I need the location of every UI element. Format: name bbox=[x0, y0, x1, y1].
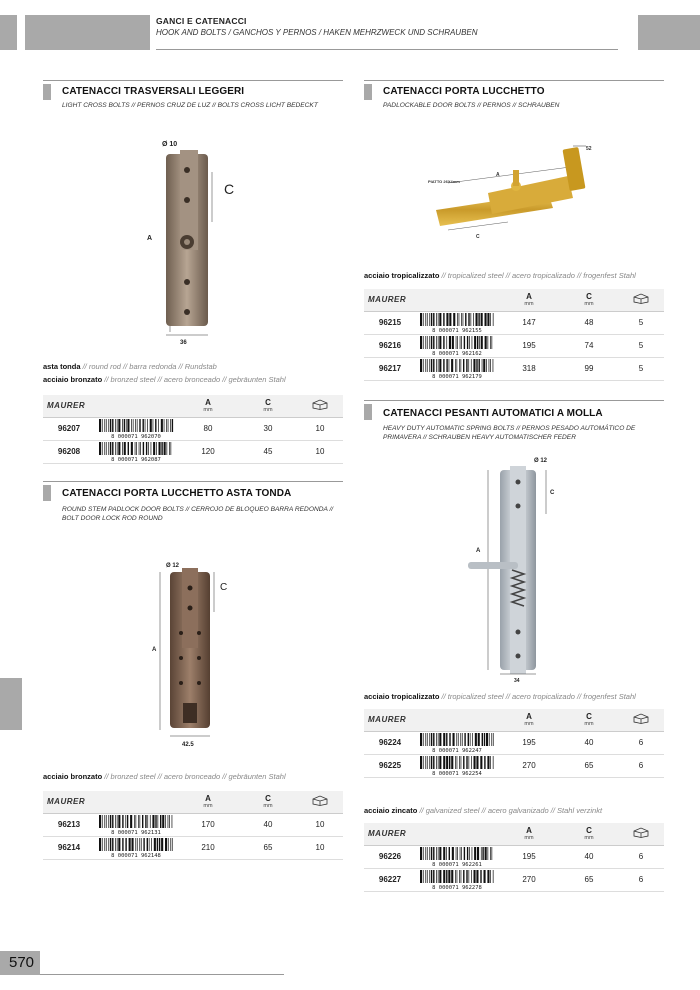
section-rule bbox=[364, 400, 664, 401]
dim-a-value: 318 bbox=[498, 357, 560, 380]
svg-text:C: C bbox=[550, 490, 555, 496]
product-table bbox=[364, 709, 664, 778]
material-line: asta tonda // round rod // barra redonda // Rundstab bbox=[43, 362, 217, 371]
material-line: acciaio zincato // galvanized steel // acero galvanizado // Stahl verzinkt bbox=[364, 806, 603, 815]
table-row bbox=[364, 731, 664, 754]
dim-c-value: 45 bbox=[239, 440, 297, 463]
col-c-header: C bbox=[265, 398, 271, 408]
pack-qty: 5 bbox=[618, 357, 664, 380]
side-tab bbox=[0, 678, 22, 730]
col-a-header: A bbox=[526, 712, 532, 722]
pack-qty: 6 bbox=[618, 845, 664, 868]
padlockable-bolt-image bbox=[428, 138, 608, 248]
unit-label: mm bbox=[524, 721, 534, 728]
pack-qty: 10 bbox=[297, 813, 343, 836]
col-a-header: A bbox=[526, 292, 532, 302]
dim-a-value: 170 bbox=[177, 813, 239, 836]
dim-c-value: 99 bbox=[560, 357, 618, 380]
table-row bbox=[364, 334, 664, 357]
ean-number: 8 000071 962261 bbox=[432, 861, 482, 868]
product-code: 96213 bbox=[43, 813, 95, 836]
box-quantity-icon bbox=[633, 827, 649, 838]
table-row bbox=[364, 868, 664, 891]
table-header-row bbox=[43, 395, 343, 417]
section-marker bbox=[43, 485, 51, 501]
header-title: GANCI E CATENACCI bbox=[156, 16, 247, 26]
section-title: CATENACCI PORTA LUCCHETTO bbox=[383, 86, 545, 97]
ean-number: 8 000071 962131 bbox=[111, 829, 161, 836]
dim-c-value: 65 bbox=[239, 836, 297, 859]
unit-label: mm bbox=[203, 803, 213, 810]
col-a-header: A bbox=[205, 398, 211, 408]
dim-c-value: 48 bbox=[560, 311, 618, 334]
table-row bbox=[364, 311, 664, 334]
table-row bbox=[43, 836, 343, 859]
pack-qty: 10 bbox=[297, 836, 343, 859]
section-marker bbox=[364, 84, 372, 100]
product-code: 96227 bbox=[364, 868, 416, 891]
unit-label: mm bbox=[263, 803, 273, 810]
ean-number: 8 000071 962278 bbox=[432, 884, 482, 891]
svg-text:C: C bbox=[476, 234, 480, 240]
svg-text:36: 36 bbox=[180, 340, 187, 346]
dim-a-value: 80 bbox=[177, 417, 239, 440]
col-c-header: C bbox=[265, 794, 271, 804]
table-row bbox=[43, 813, 343, 836]
ean-number: 8 000071 962247 bbox=[432, 747, 482, 754]
dim-a-value: 270 bbox=[498, 754, 560, 777]
dim-c-value: 40 bbox=[239, 813, 297, 836]
col-a-header: A bbox=[205, 794, 211, 804]
box-quantity-icon bbox=[633, 293, 649, 304]
dim-c-value: 30 bbox=[239, 417, 297, 440]
ean-number: 8 000071 962179 bbox=[432, 373, 482, 380]
product-table bbox=[364, 289, 664, 381]
section-subtitle: ROUND STEM PADLOCK DOOR BOLTS // CERROJO DE BLOQUEO BARRA REDONDA // BOLT DOOR LOCK ROD ROUND bbox=[62, 506, 334, 522]
dim-a-value: 147 bbox=[498, 311, 560, 334]
box-quantity-icon bbox=[633, 713, 649, 724]
table-row bbox=[43, 440, 343, 463]
product-table bbox=[43, 791, 343, 860]
dim-plate-label: PIATTO 26X4mm bbox=[428, 179, 460, 184]
svg-text:A: A bbox=[147, 235, 153, 242]
svg-text:C: C bbox=[224, 181, 235, 197]
dim-a-value: 120 bbox=[177, 440, 239, 463]
unit-label: mm bbox=[524, 835, 534, 842]
col-a-header: A bbox=[526, 826, 532, 836]
header-subtitle: HOOK AND BOLTS / GANCHOS Y PERNOS / HAKEN MEHRZWECK UND SCHRAUBEN bbox=[156, 28, 478, 37]
dim-c-value: 65 bbox=[560, 754, 618, 777]
page-number: 570 bbox=[9, 954, 35, 971]
product-code: 96225 bbox=[364, 754, 416, 777]
pack-qty: 10 bbox=[297, 440, 343, 463]
brand-logo: MAURER bbox=[368, 829, 407, 839]
table-row bbox=[43, 417, 343, 440]
unit-label: mm bbox=[263, 407, 273, 414]
svg-text:34: 34 bbox=[514, 678, 520, 684]
header-rule bbox=[156, 49, 618, 50]
dim-a-value: 195 bbox=[498, 334, 560, 357]
brand-logo: MAURER bbox=[368, 295, 407, 305]
footer-rule bbox=[40, 974, 284, 975]
dim-a-value: 270 bbox=[498, 868, 560, 891]
section-marker bbox=[43, 84, 51, 100]
product-code: 96217 bbox=[364, 357, 416, 380]
section-subtitle: LIGHT CROSS BOLTS // PERNOS CRUZ DE LUZ // BOLTS CROSS LICHT BEDECKT bbox=[62, 102, 318, 109]
svg-text:Ø 12: Ø 12 bbox=[534, 458, 548, 464]
material-line: acciaio tropicalizzato // tropicalized steel // acero tropicalizado // frogenfest Stahl bbox=[364, 271, 636, 280]
ean-number: 8 000071 962162 bbox=[432, 350, 482, 357]
section-title: CATENACCI TRASVERSALI LEGGERI bbox=[62, 86, 245, 97]
header-bar bbox=[25, 15, 150, 50]
svg-text:C: C bbox=[220, 582, 228, 593]
material-line: acciaio bronzato // bronzed steel // acero bronceado // gebräunten Stahl bbox=[43, 772, 286, 781]
ean-number: 8 000071 962155 bbox=[432, 327, 482, 334]
pack-qty: 5 bbox=[618, 334, 664, 357]
dim-a-value: 195 bbox=[498, 845, 560, 868]
spring-bolt-image bbox=[462, 452, 572, 684]
material-line: acciaio bronzato // bronzed steel // acero bronceado // gebräunten Stahl bbox=[43, 375, 286, 384]
table-row bbox=[364, 754, 664, 777]
table-header-row bbox=[364, 823, 664, 845]
col-c-header: C bbox=[586, 292, 592, 302]
ean-number: 8 000071 962148 bbox=[111, 852, 161, 859]
section-title: CATENACCI PORTA LUCCHETTO ASTA TONDA bbox=[62, 488, 292, 499]
pack-qty: 10 bbox=[297, 417, 343, 440]
section-rule bbox=[364, 80, 664, 81]
product-code: 96224 bbox=[364, 731, 416, 754]
ean-number: 8 000071 962087 bbox=[111, 456, 161, 463]
svg-text:A: A bbox=[152, 647, 157, 653]
pack-qty: 5 bbox=[618, 311, 664, 334]
section-marker bbox=[364, 404, 372, 420]
unit-label: mm bbox=[584, 721, 594, 728]
brand-logo: MAURER bbox=[47, 401, 86, 411]
product-code: 96226 bbox=[364, 845, 416, 868]
product-code: 96216 bbox=[364, 334, 416, 357]
brand-logo: MAURER bbox=[368, 715, 407, 725]
header-right-tab bbox=[638, 15, 700, 50]
unit-label: mm bbox=[524, 301, 534, 308]
dim-c-value: 74 bbox=[560, 334, 618, 357]
col-c-header: C bbox=[586, 712, 592, 722]
table-row bbox=[364, 357, 664, 380]
dim-diameter: Ø 10 bbox=[162, 141, 178, 148]
svg-text:A: A bbox=[496, 172, 500, 178]
dim-c-value: 40 bbox=[560, 731, 618, 754]
product-code: 96215 bbox=[364, 311, 416, 334]
table-row bbox=[364, 845, 664, 868]
svg-text:A: A bbox=[476, 548, 481, 554]
section-subtitle: HEAVY DUTY AUTOMATIC SPRING BOLTS // PERNOS PESADO AUTOMÁTICO DE PRIMAVERA // SCHRAUBEN HEAVY AUTOMATISCHER FEDER bbox=[383, 425, 636, 441]
unit-label: mm bbox=[584, 301, 594, 308]
product-table bbox=[364, 823, 664, 892]
table-header-row bbox=[43, 791, 343, 813]
ean-number: 8 000071 962070 bbox=[111, 433, 161, 440]
box-quantity-icon bbox=[312, 399, 328, 410]
ean-number: 8 000071 962254 bbox=[432, 770, 482, 777]
col-c-header: C bbox=[586, 826, 592, 836]
box-quantity-icon bbox=[312, 795, 328, 806]
dim-a-value: 210 bbox=[177, 836, 239, 859]
product-code: 96208 bbox=[43, 440, 95, 463]
product-code: 96207 bbox=[43, 417, 95, 440]
pack-qty: 6 bbox=[618, 754, 664, 777]
dim-a-value: 195 bbox=[498, 731, 560, 754]
dim-c-value: 65 bbox=[560, 868, 618, 891]
table-header-row bbox=[364, 709, 664, 731]
header-left-tab bbox=[0, 15, 17, 50]
brand-logo: MAURER bbox=[47, 797, 86, 807]
section-subtitle: PADLOCKABLE DOOR BOLTS // PERNOS // SCHRAUBEN bbox=[383, 102, 560, 109]
unit-label: mm bbox=[584, 835, 594, 842]
section-rule bbox=[43, 481, 343, 482]
pack-qty: 6 bbox=[618, 731, 664, 754]
pack-qty: 6 bbox=[618, 868, 664, 891]
material-line: acciaio tropicalizzato // tropicalized steel // acero tropicalizado // frogenfest Stahl bbox=[364, 692, 636, 701]
dim-c-value: 40 bbox=[560, 845, 618, 868]
svg-text:52: 52 bbox=[586, 146, 592, 152]
svg-text:42.5: 42.5 bbox=[182, 742, 194, 748]
product-code: 96214 bbox=[43, 836, 95, 859]
section-title: CATENACCI PESANTI AUTOMATICI A MOLLA bbox=[383, 408, 603, 419]
round-stem-padlock-bolt-image bbox=[150, 558, 250, 753]
unit-label: mm bbox=[203, 407, 213, 414]
product-table bbox=[43, 395, 343, 464]
section-rule bbox=[43, 80, 343, 81]
table-header-row bbox=[364, 289, 664, 311]
svg-text:Ø 12: Ø 12 bbox=[166, 563, 180, 569]
light-cross-bolt-image bbox=[140, 132, 250, 347]
